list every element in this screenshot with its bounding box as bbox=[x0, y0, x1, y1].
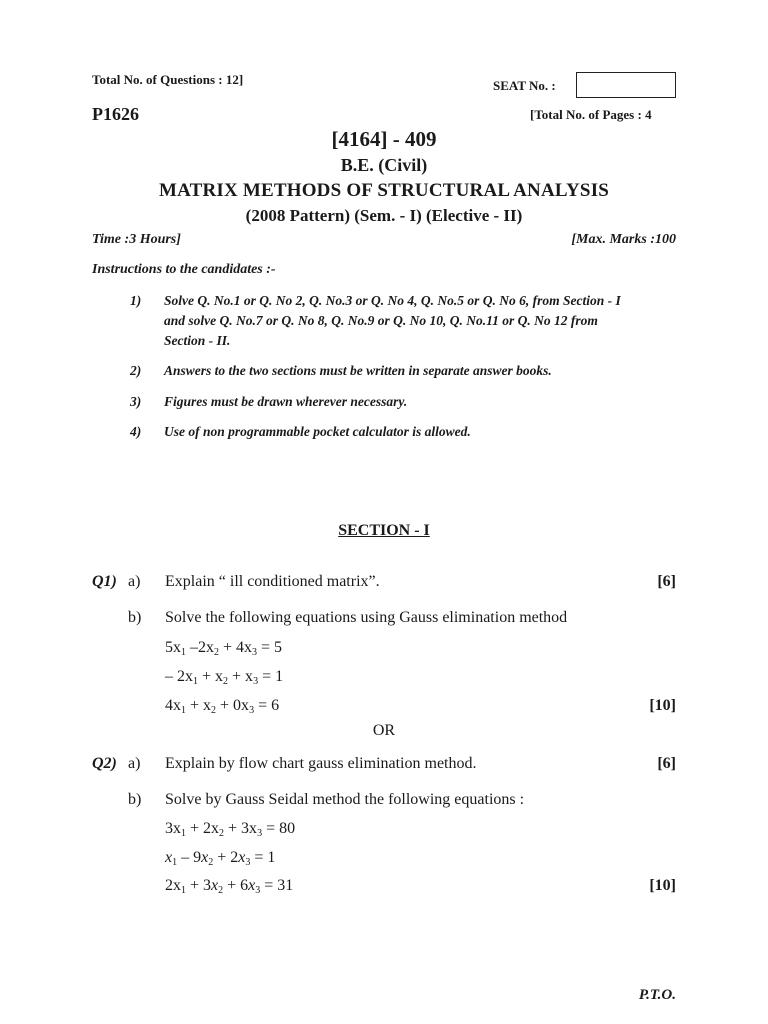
instruction-line: Section - II. bbox=[164, 333, 231, 348]
marks: [6] bbox=[657, 573, 676, 590]
instruction-num: 4) bbox=[130, 424, 142, 439]
sub-question-label: b) bbox=[128, 609, 142, 626]
exam-time: Time :3 Hours] bbox=[92, 232, 181, 247]
instruction-line: Solve Q. No.1 or Q. No 2, Q. No.3 or Q. No 4, Q. No.5 or Q. No 6, from Section - I bbox=[164, 293, 621, 308]
instruction-line: Figures must be drawn wherever necessary. bbox=[164, 394, 408, 409]
question-text: Solve the following equations using Gauss elimination method bbox=[165, 609, 568, 626]
instruction-num: 2) bbox=[130, 363, 142, 378]
subject-title: MATRIX METHODS OF STRUCTURAL ANALYSIS bbox=[158, 180, 610, 201]
section-heading: SECTION - I bbox=[338, 522, 430, 539]
exam-pattern: (2008 Pattern) (Sem. - I) (Elective - II) bbox=[245, 206, 523, 225]
sub-question-label: a) bbox=[128, 573, 141, 590]
equation: $3x_1 + 2x_2 + 3x_3 = 80$ bbox=[165, 820, 296, 839]
question-text: Solve by Gauss Seidal method the following equations : bbox=[165, 791, 525, 808]
marks: [10] bbox=[649, 697, 676, 714]
degree-branch: (Civil) bbox=[378, 155, 428, 175]
or-divider: OR bbox=[372, 722, 396, 739]
question-text: Explain by flow chart gauss elimination method. bbox=[165, 755, 477, 772]
equation: $2x_1 + 3x_2 + 6x_3 = 31$ bbox=[165, 877, 294, 896]
pto-footer: P.T.O. bbox=[638, 987, 676, 1003]
question-number: Q2) bbox=[92, 755, 117, 772]
instruction-num: 1) bbox=[130, 293, 142, 308]
exam-code: [4164] - 409 bbox=[331, 127, 437, 151]
question-number: Q1) bbox=[92, 573, 117, 590]
instruction-num: 3) bbox=[130, 394, 142, 409]
total-questions: Total No. of Questions : 12] bbox=[92, 72, 244, 87]
equation: $x_1 - 9x_2 + 2x_3 = 1$ bbox=[165, 849, 276, 868]
marks: [6] bbox=[657, 755, 676, 772]
instruction-line: and solve Q. No.7 or Q. No 8, Q. No.9 or Q. No 10, Q. No.11 or Q. No 12 from bbox=[164, 313, 598, 328]
degree-name: B.E. bbox=[340, 155, 374, 175]
instructions-heading: Instructions to the candidates :- bbox=[92, 262, 276, 277]
equation: $4x_1 + x_2 + 0x_3 = 6$ bbox=[165, 697, 280, 716]
seat-number-box[interactable] bbox=[576, 72, 676, 98]
max-marks: [Max. Marks :100 bbox=[571, 232, 676, 247]
total-pages: [Total No. of Pages : 4 bbox=[530, 107, 652, 122]
instruction-line: Answers to the two sections must be written in separate answer books. bbox=[164, 363, 552, 378]
question-text: Explain “ ill conditioned matrix”. bbox=[165, 573, 380, 590]
seat-label: SEAT No. : bbox=[493, 78, 556, 93]
equation: $5x_1$ $-2x_2 + 4x_3 = 5$ bbox=[165, 639, 283, 658]
degree bbox=[0, 155, 768, 176]
sub-question-label: b) bbox=[128, 791, 142, 808]
instruction-line: Use of non programmable pocket calculator is allowed. bbox=[164, 424, 471, 439]
equation: – $2x_1 + x_2 + x_3 = 1$ bbox=[165, 668, 284, 687]
sub-question-label: a) bbox=[128, 755, 141, 772]
paper-code: P1626 bbox=[92, 104, 139, 124]
marks: [10] bbox=[649, 877, 676, 894]
